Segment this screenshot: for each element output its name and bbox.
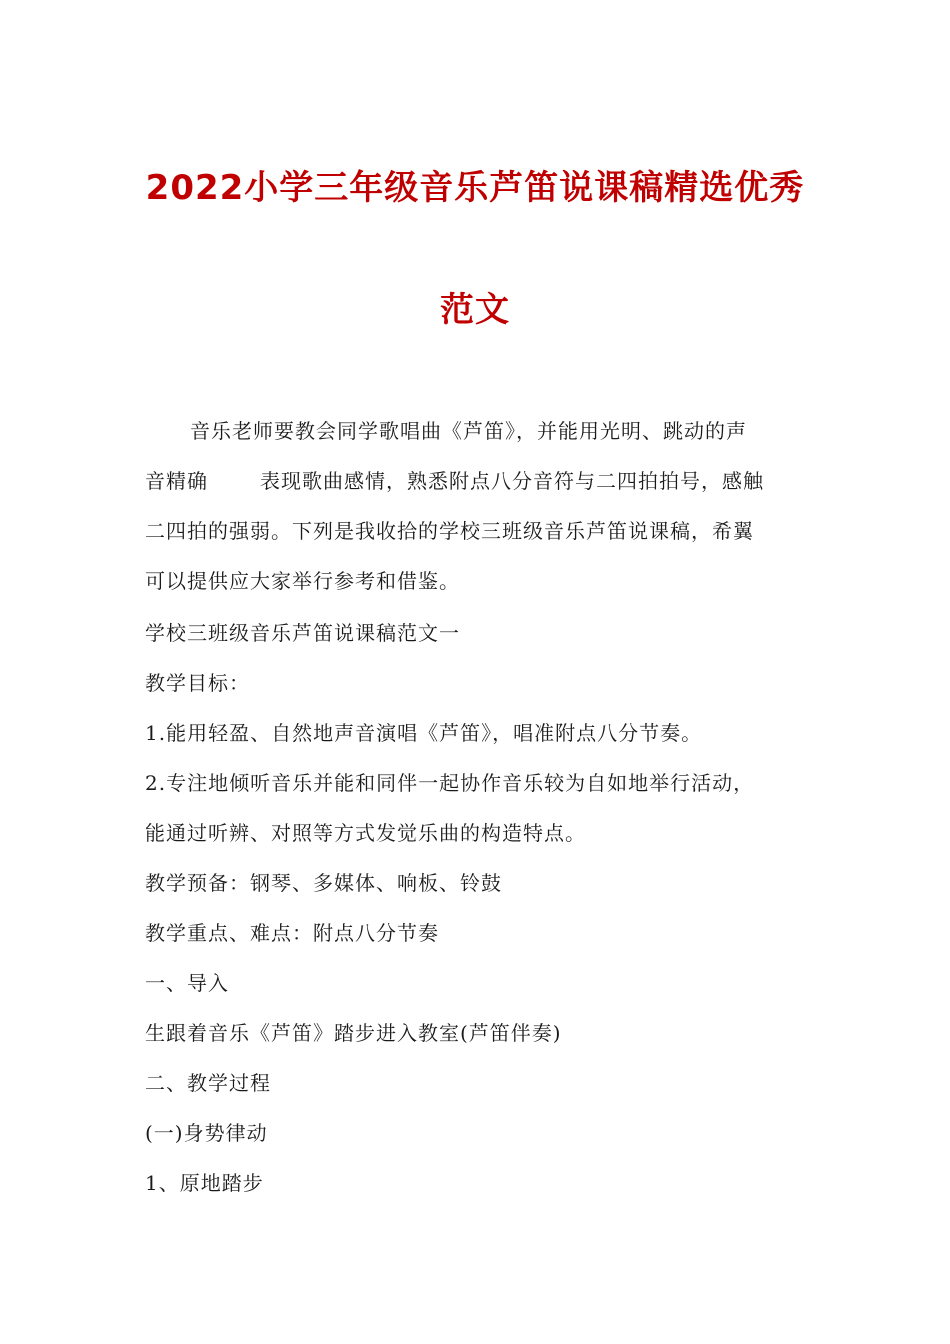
step-introduction-heading: 一、导入	[145, 971, 229, 995]
intro-line-2-part-b: 表现歌曲感情，熟悉附点八分音符与二四拍拍号，感触	[260, 469, 764, 493]
teaching-goals-label: 教学目标：	[145, 671, 250, 695]
document-title-line-2: 范文	[440, 290, 510, 330]
goal-item-2: 2.专注地倾听音乐并能和同伴一起协作音乐较为自如地举行活动，	[145, 771, 755, 795]
intro-line-3: 二四拍的强弱。下列是我收拾的学校三班级音乐芦笛说课稿，希翼	[145, 519, 754, 543]
intro-line-1: 音乐老师要教会同学歌唱曲《芦笛》，并能用光明、跳动的声	[190, 419, 747, 443]
intro-line-4: 可以提供应大家举行参考和借鉴。	[145, 569, 460, 593]
intro-line-2	[145, 465, 764, 494]
teaching-process-heading: 二、教学过程	[145, 1071, 271, 1095]
teaching-preparation: 教学预备：钢琴、多媒体、响板、铃鼓	[145, 871, 502, 895]
key-difficulties: 教学重点、难点：附点八分节奏	[145, 921, 439, 945]
section-heading: 学校三班级音乐芦笛说课稿范文一	[145, 621, 460, 645]
marching-in-place-item: 1、原地踏步	[145, 1171, 264, 1195]
body-rhythm-heading: (一)身势律动	[145, 1121, 268, 1145]
goal-item-1: 1.能用轻盈、自然地声音演唱《芦笛》，唱准附点八分节奏。	[145, 721, 703, 745]
introduction-text: 生跟着音乐《芦笛》踏步进入教室(芦笛伴奏)	[145, 1021, 562, 1045]
intro-line-2-part-a: 音精确	[145, 469, 208, 493]
document-title-line-1: 2022小学三年级音乐芦笛说课稿精选优秀	[145, 168, 805, 208]
goal-item-2-continued: 能通过听辨、对照等方式发觉乐曲的构造特点。	[145, 821, 586, 845]
